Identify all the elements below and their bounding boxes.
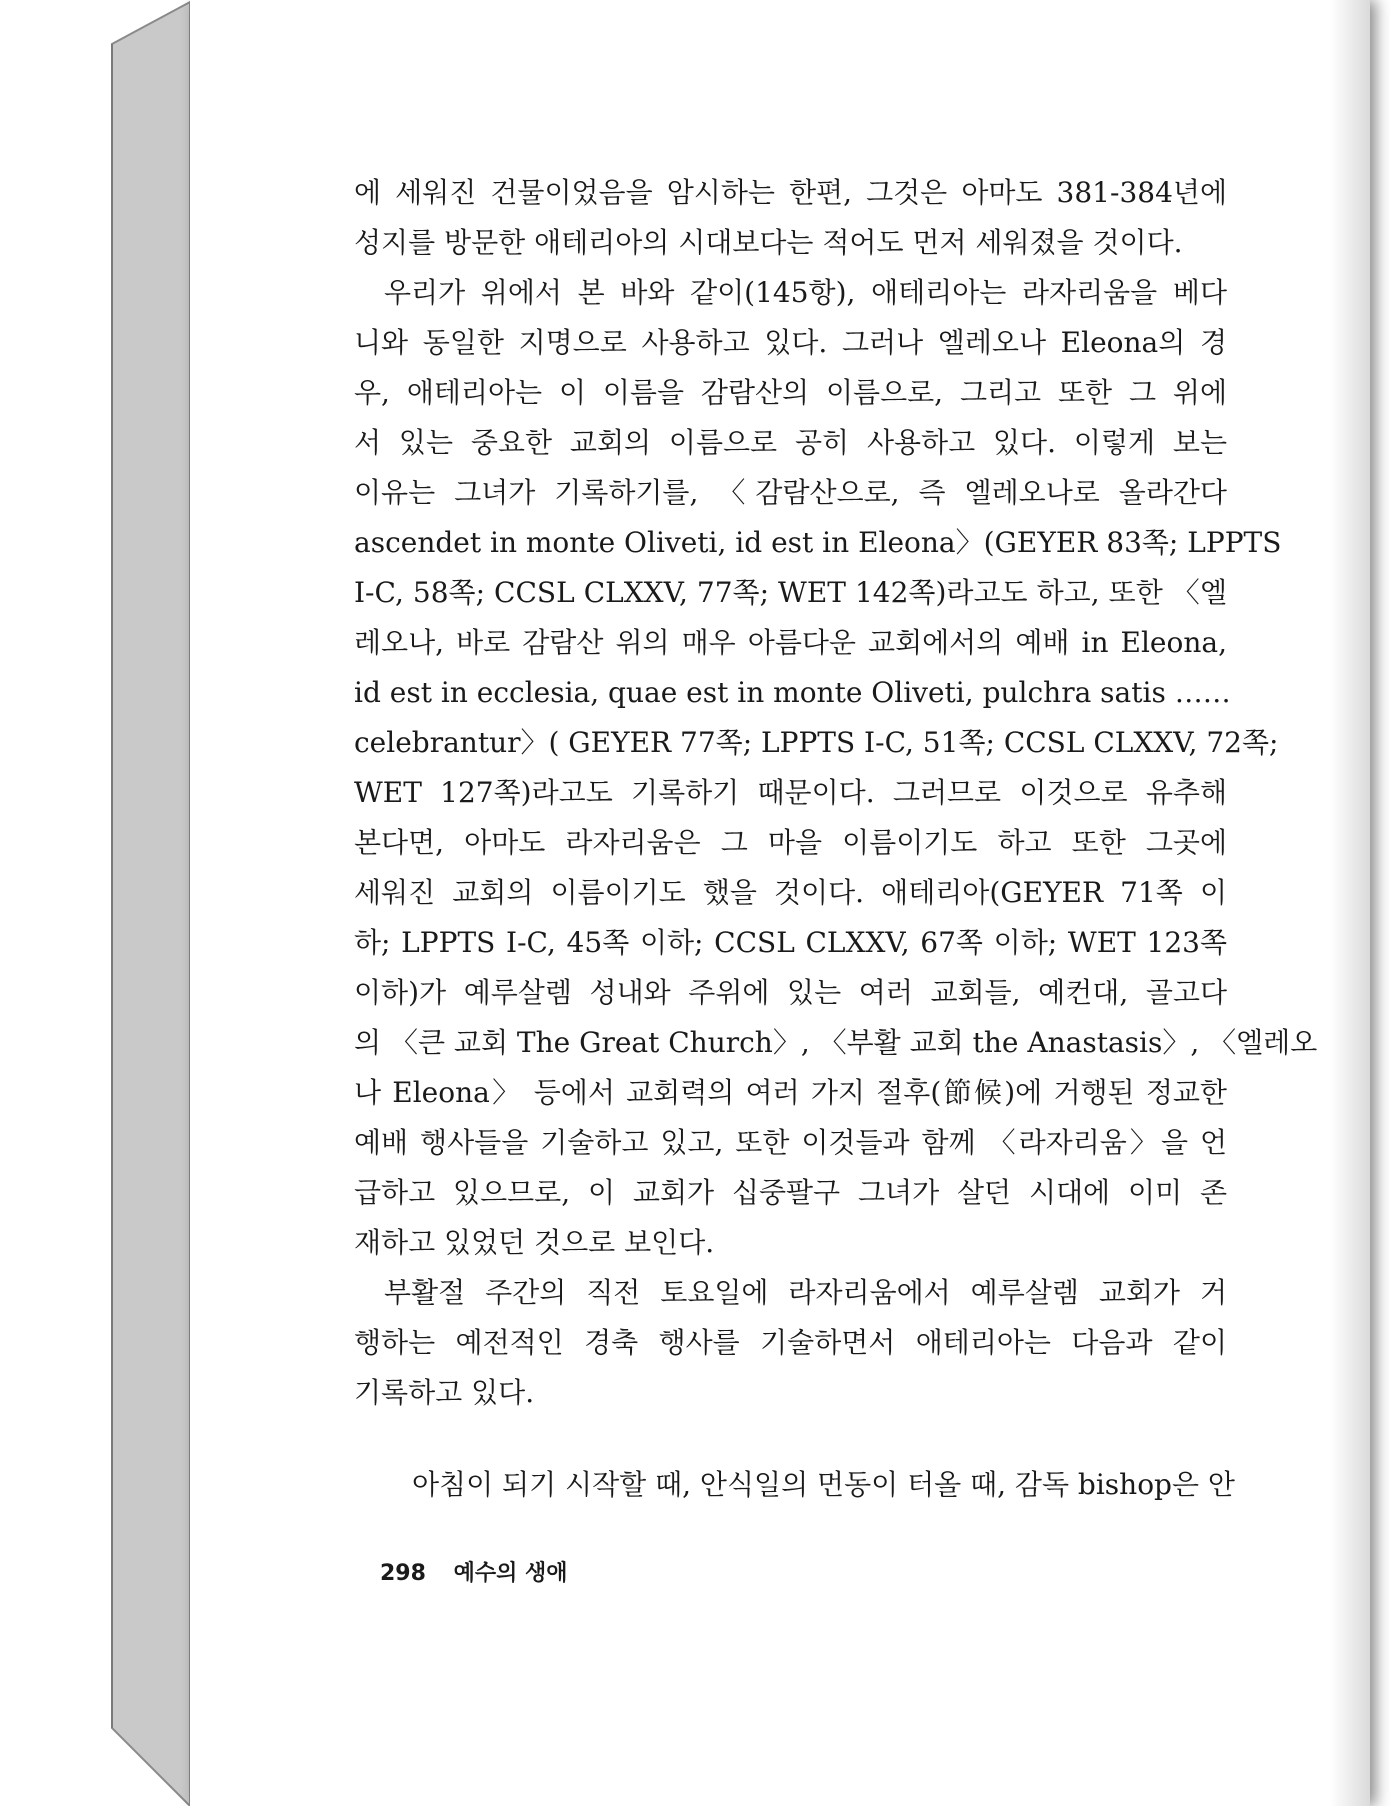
page-edge-shadow [1330, 0, 1370, 1806]
text-line: 우, 애테리아는 이 이름을 감람산의 이름으로, 그리고 또한 그 위에 [354, 376, 1227, 409]
block-quote-line: 아침이 되기 시작할 때, 안식일의 먼동이 터올 때, 감독 bishop은 안 [412, 1468, 1235, 1501]
text-line: 행하는 예전적인 경축 행사를 기술하면서 애테리아는 다음과 같이 [354, 1326, 1227, 1359]
text-line: 에 세워진 건물이었음을 암시하는 한편, 그것은 아마도 381-384년에 [354, 176, 1227, 209]
paragraph-gap [354, 1418, 1227, 1460]
text-line: 본다면, 아마도 라자리움은 그 마을 이름이기도 하고 또한 그곳에 [354, 826, 1227, 859]
text-line: 니와 동일한 지명으로 사용하고 있다. 그러나 엘레오나 Eleona의 경 [354, 326, 1227, 359]
text-line: 기록하고 있다. [354, 1376, 535, 1409]
text-line: 재하고 있었던 것으로 보인다. [354, 1226, 715, 1259]
text-line: 이하)가 예루살렘 성내와 주위에 있는 여러 교회들, 예컨대, 골고다 [354, 976, 1227, 1009]
page-number: 298 [380, 1561, 426, 1586]
text-line: 나 Eleona〉 등에서 교회력의 여러 가지 절후(節候)에 거행된 정교한 [354, 1076, 1227, 1109]
text-line: 이유는 그녀가 기록하기를, 〈감람산으로, 즉 엘레오나로 올라간다 [354, 476, 1227, 509]
text-line: 급하고 있으므로, 이 교회가 십중팔구 그녀가 살던 시대에 이미 존 [354, 1176, 1227, 1209]
text-line: celebrantur〉( GEYER 77쪽; LPPTS I-C, 51쪽; CCSL CLXXV, 72쪽; [354, 726, 1279, 759]
running-title: 예수의 생애 [453, 1561, 568, 1586]
page-footer [380, 1556, 568, 1587]
text-line: WET 127쪽)라고도 기록하기 때문이다. 그러므로 이것으로 유추해 [354, 776, 1227, 809]
text-line: 세워진 교회의 이름이기도 했을 것이다. 애테리아(GEYER 71쪽 이 [354, 876, 1227, 909]
text-line: id est in ecclesia, quae est in monte Oliveti, pulchra satis …… [354, 676, 1231, 709]
text-line: 서 있는 중요한 교회의 이름으로 공히 사용하고 있다. 이렇게 보는 [354, 426, 1227, 459]
paragraph-start-line: 부활절 주간의 직전 토요일에 라자리움에서 예루살렘 교회가 거 [384, 1276, 1227, 1309]
text-line: 성지를 방문한 애테리아의 시대보다는 적어도 먼저 세워졌을 것이다. [354, 226, 1183, 259]
text-line: 의 〈큰 교회 The Great Church〉, 〈부활 교회 the Anastasis〉, 〈엘레오 [354, 1026, 1318, 1059]
text-line: ascendet in monte Oliveti, id est in Eleona〉(GEYER 83쪽; LPPTS [354, 526, 1282, 559]
text-line: 하; LPPTS I-C, 45쪽 이하; CCSL CLXXV, 67쪽 이하; WET 123쪽 [354, 926, 1227, 959]
text-line: 예배 행사들을 기술하고 있고, 또한 이것들과 함께 〈라자리움〉을 언 [354, 1126, 1227, 1159]
body-text [354, 168, 1318, 1510]
paragraph-start-line: 우리가 위에서 본 바와 같이(145항), 애테리아는 라자리움을 베다 [384, 276, 1227, 309]
text-line: I-C, 58쪽; CCSL CLXXV, 77쪽; WET 142쪽)라고도 하고, 또한 〈엘 [354, 576, 1227, 609]
text-line: 레오나, 바로 감람산 위의 매우 아름다운 교회에서의 예배 in Eleona, [354, 626, 1227, 659]
book-page [190, 0, 1370, 1806]
book-spine-edge [0, 0, 200, 1806]
